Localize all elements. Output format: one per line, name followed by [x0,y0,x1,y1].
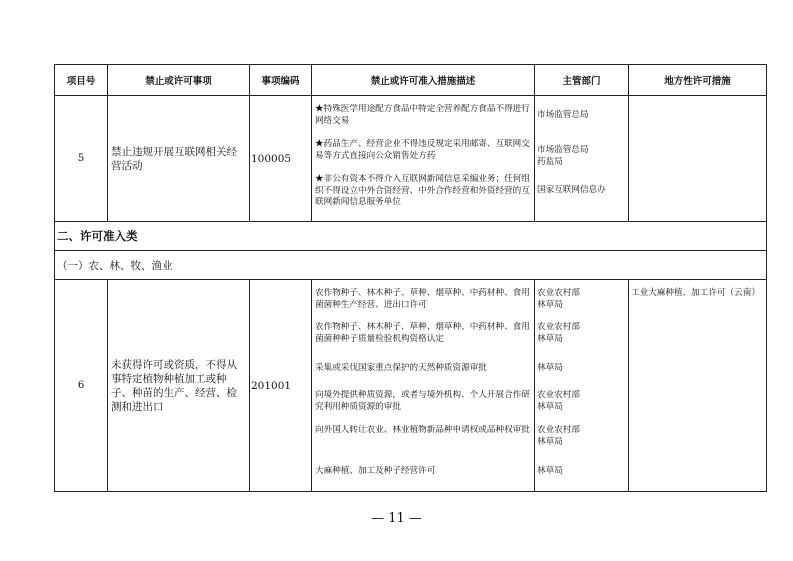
item-code: 201001 [250,280,312,492]
measure-description: 向境外提供种质资源，或者与境外机构、个人开展合作研究利用种质资源的审批 [315,390,530,412]
table-row [55,280,767,492]
department: 农业农村部 林草局 [537,322,580,344]
measure-description: 向外国人转让农业、林业植物新品种申请权或品种权审批 [315,425,530,435]
measure-description: ★非公有资本不得介入互联网新闻信息采编业务；任何组织不得设立中外合资经营、中外合作经营和外资经营的互联网新闻信息服务单位 [315,174,530,208]
department: 农业农村部 林草局 [537,390,580,412]
table-row [55,96,767,222]
measure-description: 农作物种子、林木种子、草种、烟草种、中药材种、食用菌菌种生产经营、进出口许可 [315,288,530,310]
measure-description: ★特殊医学用途配方食品中特定全营养配方食品不得进行网络交易 [315,104,530,126]
item-number: 5 [55,96,108,222]
item-number: 6 [55,280,108,492]
local-measure: 工业大麻种植、加工许可（云南） [629,280,767,492]
header-measure-description: 禁止或许可准入措施描述 [312,65,535,96]
regulation-table [54,64,767,492]
department: 农业农村部 林草局 [537,288,580,310]
department: 林草局 [537,363,563,373]
department-cell [535,96,629,222]
measure-description: ★药品生产、经营企业不得违反规定采用邮寄、互联网交易等方式直接向公众销售处方药 [315,139,530,161]
header-item-number: 项目号 [55,65,108,96]
header-row [55,65,767,96]
subsection-row [55,251,767,280]
department: 林草局 [537,466,563,476]
measure-description: 采集或采伐国家重点保护的天然种质资源审批 [315,363,487,373]
item-code: 100005 [250,96,312,222]
item-name: 禁止违规开展互联网相关经营活动 [108,96,250,222]
header-department: 主管部门 [535,65,629,96]
header-item-name: 禁止或许可事项 [108,65,250,96]
department: 农业农村部 林草局 [537,425,580,447]
section-row [55,222,767,251]
header-local-measures: 地方性许可措施 [629,65,767,96]
department: 市场监管总局 [537,110,589,120]
item-name: 未获得许可或资质，不得从事特定植物种植加工或种子、种苗的生产、经营、检测和进出口 [108,280,250,492]
subsection-title: （一）农、林、牧、渔业 [55,251,767,280]
measure-description: 农作物种子、林木种子、草种、烟草种、中药材种、食用菌菌种种子质量检验机构资格认定 [315,322,530,344]
measure-description: 大麻种植、加工及种子经营许可 [315,466,436,476]
department: 国家互联网信息办 [537,185,606,195]
measure-description-cell [312,96,535,222]
header-item-code: 事项编码 [250,65,312,96]
measure-description-cell [312,280,535,492]
department-cell [535,280,629,492]
section-title: 二、许可准入类 [55,222,767,251]
department: 市场监管总局 药监局 [537,145,589,167]
local-measure [629,96,767,222]
page-number: — 11 — [371,511,422,526]
